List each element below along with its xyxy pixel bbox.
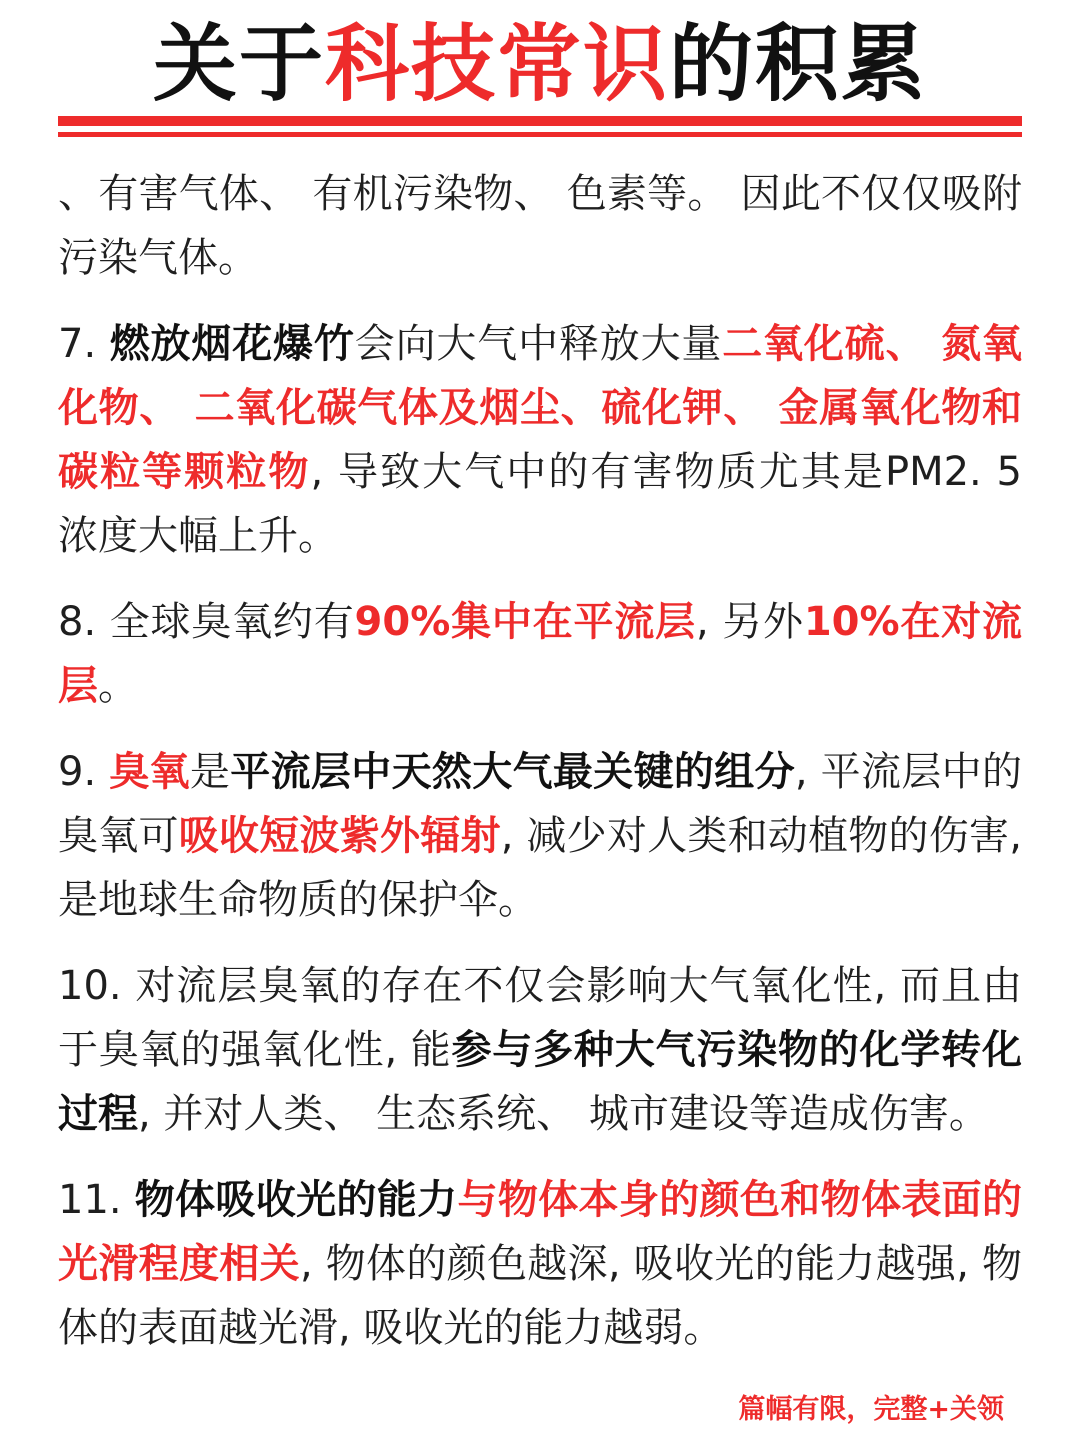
body-text: , 平流层中的臭氧可 (58, 749, 1023, 859)
footer-note: 篇幅有限，完整+关领 (738, 1394, 1004, 1425)
title-divider-thick (58, 116, 1022, 126)
body-text: 9. (58, 749, 110, 795)
paragraph (58, 740, 1022, 932)
body-text: , 减少对人类和动植物的伤害, 是地球生命物质的保护伞。 (58, 813, 1022, 923)
highlight-text: 10%在对流层 (58, 599, 1022, 709)
body-text: 、有害气体、 有机污染物、 色素等。 因此不仅仅吸附污染气体。 (58, 171, 1022, 281)
paragraph (58, 312, 1022, 568)
body-text: 7. (58, 321, 110, 367)
bold-text: 燃放烟花爆竹 (109, 321, 355, 367)
paragraph (58, 954, 1022, 1146)
highlight-text: 臭氧 (109, 749, 190, 795)
highlight-text: 二氧化硫、 氮氧化物、 二氧化碳气体及烟尘、硫化钾、 金属氧化物和碳粒等颗粒物 (58, 321, 1023, 495)
paragraph (58, 162, 1022, 290)
body-text: 10. 对流层臭氧的存在不仅会影响大气氧化性, 而且由于臭氧的强氧化性, 能 (58, 963, 1022, 1073)
title-part-1: 关于 (152, 15, 325, 113)
title-divider-thin (58, 132, 1022, 137)
body-text: , 物体的颜色越深, 吸收光的能力越强, 物体的表面越光滑, 吸收光的能力越弱。 (58, 1241, 1023, 1351)
body-text: 。 (98, 663, 138, 709)
body-text: 会向大气中释放大量 (354, 321, 723, 367)
title-part-2-highlight: 科技常识 (324, 15, 669, 113)
bold-text: 平流层中天然大气最关键的组分 (230, 749, 795, 795)
body-text: , 导致大气中的有害物质尤其是PM2. 5 浓度大幅上升。 (58, 449, 1023, 559)
highlight-text: 吸收短波紫外辐射 (178, 813, 501, 859)
highlight-text: 与物体本身的颜色和物体表面的光滑程度相关 (58, 1177, 1023, 1287)
page-title (0, 14, 1080, 114)
title-part-3: 的积累 (669, 15, 928, 113)
body-text: 11. (58, 1177, 135, 1223)
article-body (58, 162, 1022, 1382)
bold-text: 参与多种大气污染物的化学转化过程 (58, 1027, 1022, 1137)
body-text: , 并对人类、 生态系统、 城市建设等造成伤害。 (138, 1091, 989, 1137)
paragraph (58, 1168, 1022, 1360)
highlight-text: 90%集中在平流层 (354, 599, 696, 645)
body-text: , 另外 (695, 599, 804, 645)
body-text: 8. 全球臭氧约有 (58, 599, 355, 645)
paragraph (58, 590, 1022, 718)
bold-text: 物体吸收光的能力 (134, 1177, 458, 1223)
body-text: 是 (189, 749, 231, 795)
